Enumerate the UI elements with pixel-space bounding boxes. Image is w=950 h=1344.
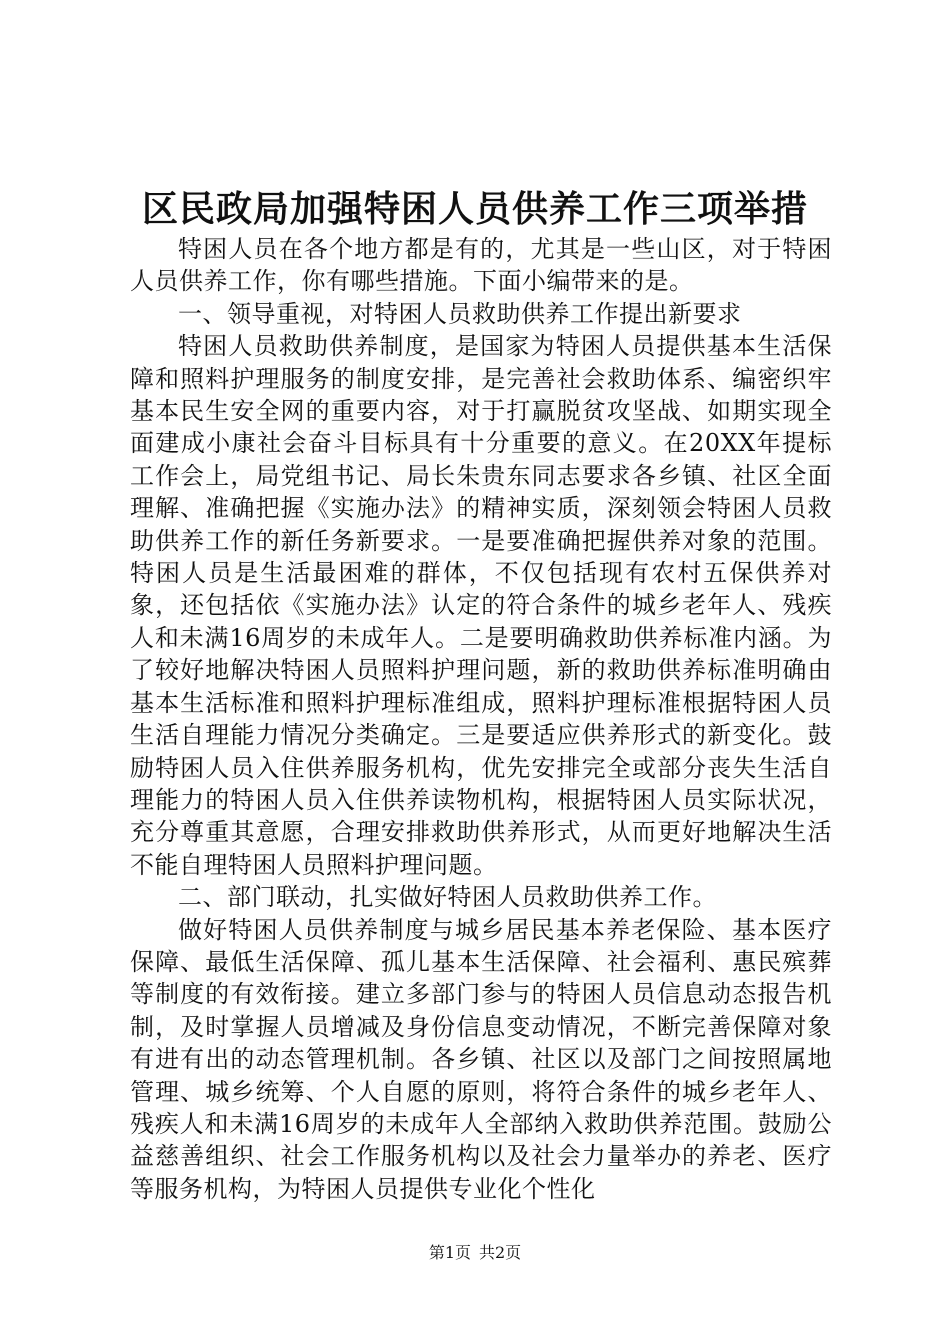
intro-paragraph: 特困人员在各个地方都是有的，尤其是一些山区，对于特困人员供养工作，你有哪些措施。下面小编带来的是。 bbox=[130, 235, 832, 296]
document-title: 区民政局加强特困人员供养工作三项举措 bbox=[141, 188, 808, 230]
page-footer bbox=[0, 1241, 950, 1265]
page-total: 共2页 bbox=[479, 1243, 522, 1262]
page-number: 第1页 bbox=[428, 1243, 471, 1262]
body-paragraph-1: 特困人员救助供养制度，是国家为特困人员提供基本生活保障和照料护理服务的制度安排，是完善社会救助体系、编密织牢基本民生安全网的重要内容，对于打赢脱贫攻坚战、如期实现全面建成小康社会奋斗目标具有十分重要的意义。在20XX年提标工作会上，局党组书记、局长朱贵东同志要求各乡镇、社区全面理解、准确把握《实施办法》的精神实质，深刻领会特困人员救助供养工作的新任务新要求。一是要准确把握供养对象的范围。特困人员是生活最困难的群体，不仅包括现有农村五保供养对象，还包括依《实施办法》认定的符合条件的城乡老年人、残疾人和未满16周岁的未成年人。二是要明确救助供养标准内涵。为了较好地解决特困人员照料护理问题，新的救助供养标准明确由基本生活标准和照料护理标准组成，照料护理标准根据特困人员生活自理能力情况分类确定。三是要适应供养形式的新变化。鼓励特困人员入住供养服务机构，优先安排完全或部分丧失生活自理能力的特困人员入住供养读物机构，根据特困人员实际状况，充分尊重其意愿，合理安排救助供养形式，从而更好地解决生活不能自理特困人员照料护理问题。 bbox=[130, 332, 832, 879]
section-heading-2: 二、部门联动，扎实做好特困人员救助供养工作。 bbox=[178, 883, 717, 912]
body-paragraph-2: 做好特困人员供养制度与城乡居民基本养老保险、基本医疗保障、最低生活保障、孤儿基本生活保障、社会福利、惠民殡葬等制度的有效衔接。建立多部门参与的特困人员信息动态报告机制，及时掌握人员增减及身份信息变动情况，不断完善保障对象有进有出的动态管理机制。各乡镇、社区以及部门之间按照属地管理、城乡统筹、个人自愿的原则，将符合条件的城乡老年人、残疾人和未满16周岁的未成年人全部纳入救助供养范围。鼓励公益慈善组织、社会工作服务机构以及社会力量举办的养老、医疗等服务机构，为特困人员提供专业化个性化 bbox=[130, 915, 832, 1203]
document-body bbox=[130, 233, 832, 1205]
section-heading-1: 一、领导重视，对特困人员救助供养工作提出新要求 bbox=[178, 299, 742, 328]
